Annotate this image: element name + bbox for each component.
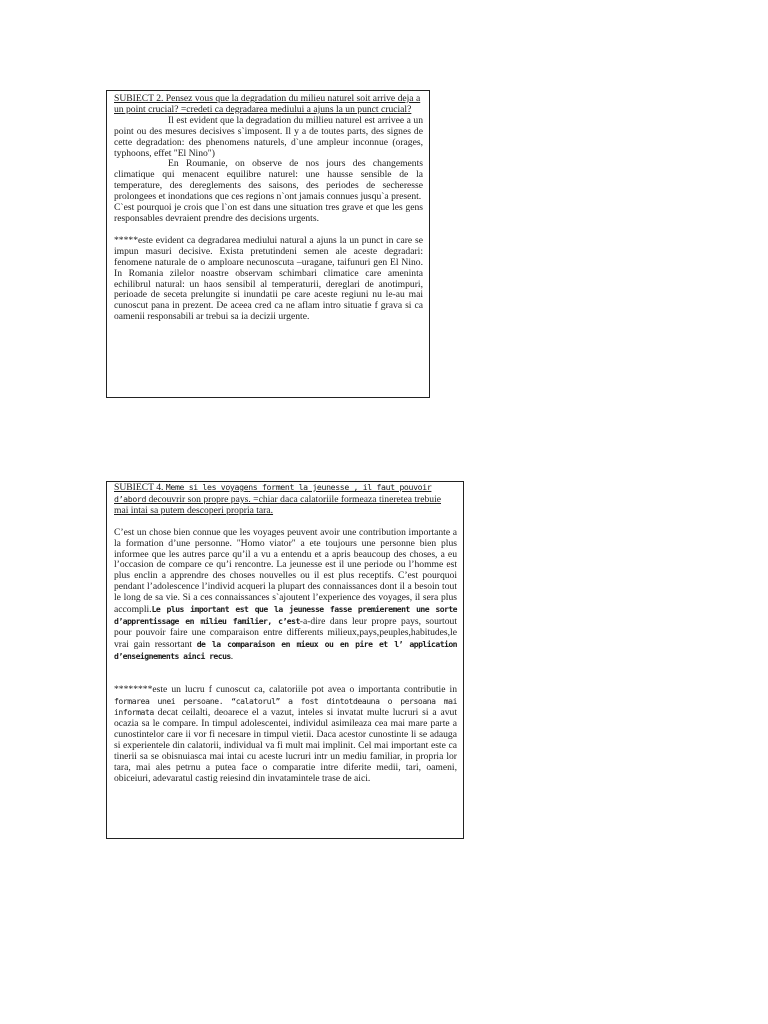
- subject-2-french-paragraph-2: En Roumanie, on observe de nos jours des changements climatique qui menacent equilibre naturel: une hausse sensible de la temperature, des dereglements des saisons, des periodes de secheresse prolongees et inondations que ces regions n`ont jamais connues jusqu`a present.: [114, 158, 423, 203]
- subject-4-title-prefix: SUBIECT 4.: [114, 482, 166, 493]
- subject-4-title: [114, 482, 457, 517]
- subject-2-box: [106, 90, 430, 398]
- subject-4-romanian-mono: formarea unei persoane. “calatorul” a fost dintotdeauna o persoana mai informata: [114, 695, 457, 718]
- subject-4-french-paragraph: [114, 528, 457, 663]
- subject-4-french-text-3: .: [230, 650, 234, 662]
- subject-2-french-paragraph-1: Il est evident que la degradation du millieu naturel est arrivee a un point ou des mesures decisives s`imposent. Il y a de toutes parts, des signes de cette degradation: des phenomens naturels, d`une ampleur inconnue (orages, typhoons, effet "El Nino"): [114, 114, 423, 159]
- paragraph-gap: [114, 663, 457, 674]
- subject-2-french-paragraph-3: C`est pourquoi je crois que l`on est dans une situation tres grave et que les gens responsables devraient prendre des decisions urgents.: [114, 202, 423, 224]
- subject-4-romanian-text-1: ********este un lucru f cunoscut ca, calatoriile pot avea o importanta contributie in: [114, 683, 457, 695]
- subject-4-french-text-2: -a-dire dans leur propre pays, sourtout pour pouvoir faire une comparaison entre differents milieux,pays,peuples,habitudes,le vrai gain ressortant: [114, 615, 457, 650]
- subject-4-french-bold-2: de la comparaison en mieux ou en pire et l’ application d’enseignements ainci recus: [114, 638, 457, 661]
- subject-2-romanian-paragraph: *****este evident ca degradarea mediului natural a ajuns la un punct in care se impun masuri decisive. Exista pretutindeni semen ale aceste degradari: fenomene naturale de o amploare necunoscuta –uragane, taifunuri gen El Nino. In Romania zilelor noastre observam schimbari climatice care ameninta echilibrul natural: un haos sensibil al temperaturii, dereglari de anotimpuri, perioade de seceta prelungite si inundatii pe care aceste regiuni nu le-au mai cunoscut pana in prezent. De aceea cred ca ne aflam intro situatie f grava si ca oamenii responsabili ar trebui sa ia decizii urgente.: [114, 234, 423, 323]
- subject-2-title: SUBIECT 2. Pensez vous que la degradation du milieu naturel soit arrive deja a un point crucial? =credeti ca degradarea mediului a ajuns la un punct crucial?: [114, 93, 421, 115]
- subject-4-romanian-paragraph: [114, 685, 457, 785]
- subject-4-romanian-text-2: decat ceilalti, deoarece el a vazut, inteles si invatat multe lucruri si a avut ocazia sa le compare. In timpul adolescentei, individul asimileaza cea mai mare parte a cunostintelor care ii vor fi necesare in timpul vietii. Daca acestor cunostinte li se adauga si experientele din calatorii, individual va fi mult mai implinit. Cel mai important este ca tinerii sa se obisnuiasca mai intai cu aceste lucruri intr un mediu familiar, in propria lor tara, mai ales petrnu a putea face o comparatie intre diferite medii, tari, oameni, obiceiuri, adevaratul castig reiesind din invatamintele trase de aici.: [114, 707, 457, 784]
- subject-4-title-french: Meme si les voyagens forment la jeunesse , il faut pouvoir d’abord: [114, 482, 432, 504]
- subject-4-french-bold-1: Le plus important est que la jeunesse fasse premierement une sorte d’apprentissage en milieu familier, c’est: [114, 604, 457, 626]
- subject-4-box: [106, 481, 464, 839]
- subject-4-french-text-1: C’est un chose bien connue que les voyages peuvent avoir une contribution importante a la formation d’une personne. "Homo viator" a ete toujours une personne bien plus informee que les autres parce qu’il a vu a entendu et a apris beaucoup des choses, a eu l’occasion de compare ce qu’i rencontre. La jeunesse est il une periode ou l’homme est plus enclin a apprendre des choses nouvelles ou il est plus receptifs. C’est pourquoi pendant l’adolescence l’individ acqueri la plupart des connaissances dont il a besoin tout le long de sa vie. Si a ces connaissances s`ajoutent l’experience des voyages, il sera plus accompli.: [114, 526, 457, 616]
- subject-4-title-rest: decouvrir son propre pays. =chiar daca calatoriile formeaza tineretea trebuie mai intai sa putem descoperi propria tara.: [114, 493, 442, 516]
